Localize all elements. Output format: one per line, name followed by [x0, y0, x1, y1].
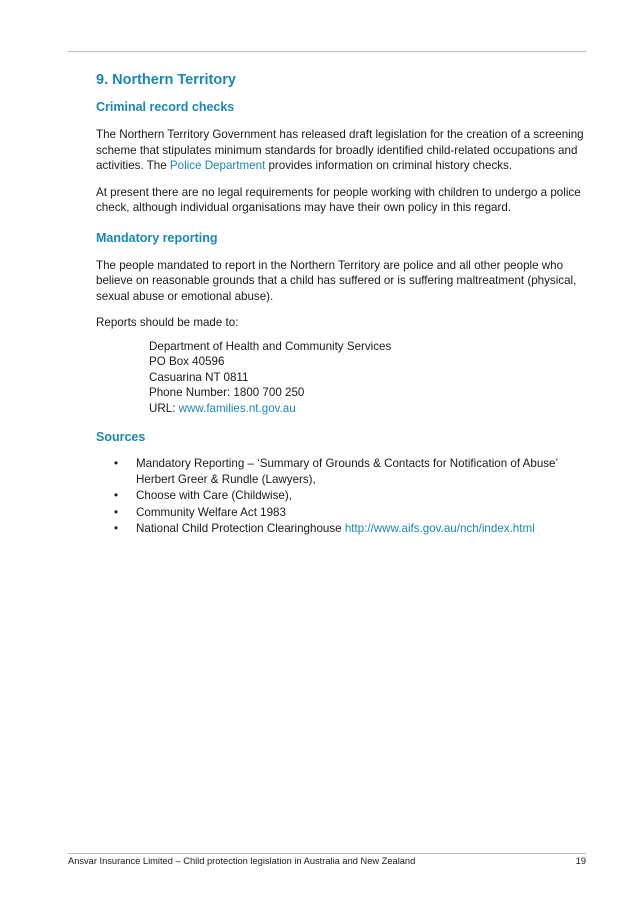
source-text: National Child Protection Clearinghouse: [136, 522, 345, 535]
address-line: Phone Number: 1800 700 250: [149, 386, 305, 399]
page-content: [96, 72, 586, 538]
header-rule: [68, 51, 586, 52]
footer-text: Ansvar Insurance Limited – Child protection legislation in Australia and New Zealand: [68, 856, 416, 866]
mandatory-paragraph-2: Reports should be made to:: [96, 316, 239, 329]
page-footer: [68, 856, 586, 866]
bullet-icon: •: [114, 457, 119, 470]
source-text: Community Welfare Act 1983: [136, 505, 286, 519]
address-block: [149, 337, 586, 417]
bullet-icon: •: [114, 489, 119, 502]
list-item: [96, 456, 586, 487]
sources-list: [96, 456, 586, 537]
bullet-icon: •: [114, 522, 119, 535]
criminal-paragraph-1: [96, 127, 586, 174]
source-text: Mandatory Reporting – ‘Summary of Grounds & Contacts for Notification of Abuse’ Herbert Greer & Rundle (Lawyers),: [136, 457, 558, 486]
clearinghouse-link[interactable]: http://www.aifs.gov.au/nch/index.html: [344, 522, 535, 535]
police-department-link[interactable]: Police Department: [169, 159, 266, 172]
address-line: PO Box 40596: [149, 355, 225, 368]
page-number: 19: [575, 856, 586, 866]
list-item: [96, 488, 586, 504]
address-url-line: [149, 401, 586, 417]
families-url-link[interactable]: www.families.nt.gov.au: [178, 401, 296, 415]
section-heading: 9. Northern Territory: [96, 72, 236, 88]
criminal-paragraph-2: At present there are no legal requirements for people working with children to undergo a police check, although individual organisations may have their own policy in this regard.: [96, 185, 581, 214]
address-line: Department of Health and Community Services: [149, 339, 392, 353]
address-line: Casuarina NT 0811: [149, 370, 249, 384]
sources-heading: Sources: [96, 430, 146, 444]
list-item: [96, 505, 586, 521]
footer-rule: [68, 853, 586, 854]
source-text: Choose with Care (Childwise),: [136, 489, 292, 502]
criminal-heading: Criminal record checks: [96, 100, 235, 114]
criminal-text-b: provides information on criminal history checks.: [265, 159, 513, 172]
list-item: [96, 521, 586, 537]
criminal-text-a: The Northern Territory Government has released draft legislation for the creation of a screening scheme that stipulates minimum standards for broadly identified child-related occupations and activities. The: [96, 128, 584, 172]
mandatory-heading: Mandatory reporting: [96, 230, 218, 245]
bullet-icon: •: [114, 505, 119, 519]
mandatory-paragraph-1: The people mandated to report in the Northern Territory are police and all other people who believe on reasonable grounds that a child has suffered or is suffering maltreatment (physical, sexual abuse or emotional abuse).: [96, 258, 577, 303]
url-label: URL:: [149, 401, 179, 415]
